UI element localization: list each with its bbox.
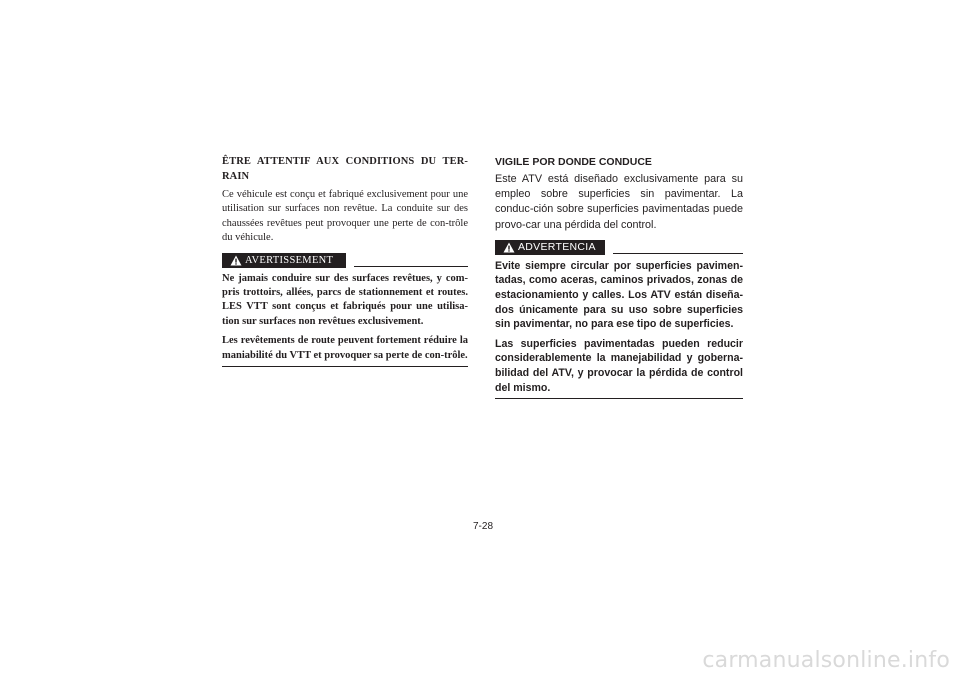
section-heading: ÊTRE ATTENTIF AUX CONDITIONS DU TER-RAIN (222, 156, 468, 182)
page-number: 7-28 (472, 521, 493, 532)
warning-banner (495, 239, 743, 255)
warning-end-rule (222, 366, 468, 367)
warning-rule (613, 253, 743, 254)
intro-paragraph: Ce véhicule est conçu et fabriqué exclusivement pour une utilisation sur surfaces non revêtue. La conduite sur des chaussées revêtues peut provoquer une perte de con-trôle du véhicule. (222, 189, 468, 244)
section-heading: VIGILE POR DONDE CONDUCE (495, 156, 652, 168)
warning-rule (354, 266, 468, 267)
warning-end-rule (495, 398, 743, 399)
warning-label-text: ADVERTENCIA (518, 241, 596, 254)
warning-paragraph: Las superficies pavimentadas pueden reducir considerablemente la manejabilidad y goberna-bilidad del ATV, y provocar la pérdida de control del mismo. (495, 337, 743, 394)
warning-label (495, 240, 605, 255)
intro-paragraph: Este ATV está diseñado exclusivamente para su empleo sobre superficies sin pavimentar. La conduc-ción sobre superficies pavimentadas puede provo-car una pérdida del control. (495, 173, 743, 231)
warning-paragraph: Evite siempre circular por superficies pavimen-tadas, como aceras, caminos privados, zonas de estacionamiento y calles. Los ATV están diseña-dos únicamente para su uso sobre superficies sin pavimentar, no para ese tipo de superficies. (495, 259, 743, 331)
warning-label-text: AVERTISSEMENT (245, 254, 334, 266)
warning-triangle-icon (230, 255, 242, 266)
watermark: carmanualsonline.info (702, 648, 950, 673)
spanish-column (495, 154, 743, 399)
warning-paragraph: Ne jamais conduire sur des surfaces revêtues, y com-pris trottoirs, allées, parcs de stationnement et routes. LES VTT sont conçus et fabriqués pour une utilisa-tion sur surfaces non revêtues exclusivement. (222, 272, 468, 327)
french-column (222, 154, 468, 367)
warning-triangle-icon (503, 242, 515, 253)
warning-label (222, 253, 346, 268)
warning-paragraph: Les revêtements de route peuvent fortement réduire la maniabilité du VTT et provoquer sa perte de con-trôle. (222, 335, 468, 361)
warning-banner (222, 252, 468, 268)
